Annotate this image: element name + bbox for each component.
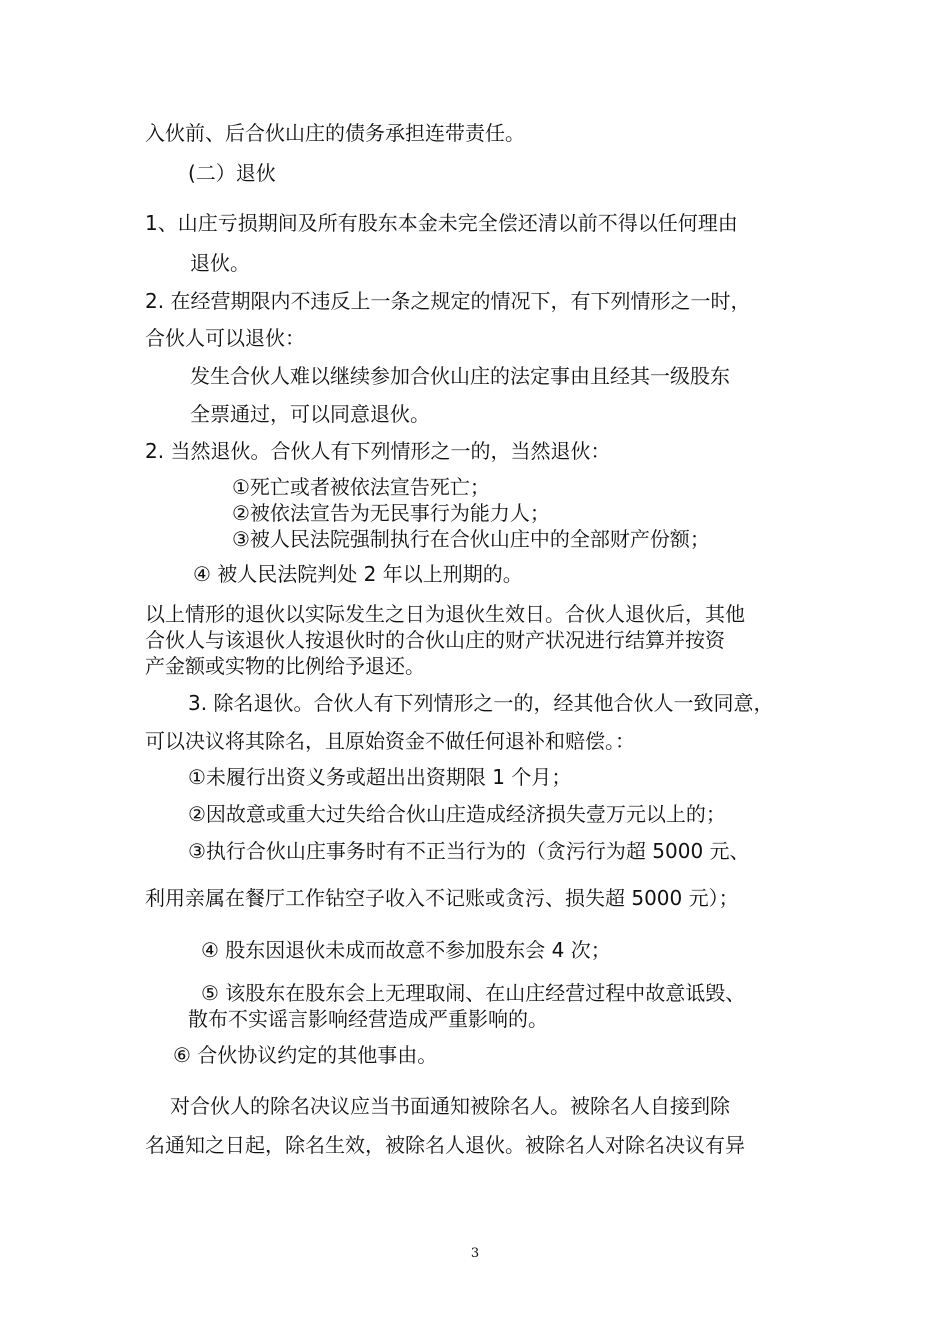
text-line: 散布不实谣言影响经营造成严重影响的。 [188, 1007, 548, 1031]
text-line: 合伙人可以退伙： [145, 326, 305, 350]
list-item: ④ 被人民法院判处 2 年以上刑期的。 [193, 562, 523, 586]
list-item: ①未履行出资义务或超出出资期限 1 个月； [188, 765, 572, 789]
list-item: ④ 股东因退伙未成而故意不参加股东会 4 次； [201, 938, 611, 962]
text-line: 可以决议将其除名，且原始资金不做任何退补和赔偿。： [145, 729, 635, 753]
text-line: 退伙。 [190, 251, 250, 275]
list-item: ③执行合伙山庄事务时有不正当行为的（贪污行为超 5000 元、 [188, 839, 750, 863]
text-line: 1、山庄亏损期间及所有股东本金未完全偿还清以前不得以任何理由 [145, 211, 738, 235]
list-item: ②因故意或重大过失给合伙山庄造成经济损失壹万元以上的； [188, 802, 726, 826]
text-line: 2. 当然退伙。合伙人有下列情形之一的，当然退伙： [145, 439, 611, 463]
text-line: 入伙前、后合伙山庄的债务承担连带责任。 [145, 121, 525, 145]
text-line: 产金额或实物的比例给予退还。 [145, 654, 425, 678]
text-line: 合伙人与该退伙人按退伙时的合伙山庄的财产状况进行结算并按资 [145, 628, 725, 652]
page-number: 3 [470, 1246, 480, 1261]
list-item: ①死亡或者被依法宣告死亡； [232, 475, 490, 499]
section-heading: (二）退伙 [188, 161, 276, 185]
text-line: 2. 在经营期限内不违反上一条之规定的情况下，有下列情形之一时， [145, 289, 751, 313]
text-line: 以上情形的退伙以实际发生之日为退伙生效日。合伙人退伙后，其他 [145, 602, 745, 626]
text-line: 利用亲属在餐厅工作钻空子收入不记账或贪污、损失超 5000 元）； [145, 886, 739, 910]
list-item: ②被依法宣告为无民事行为能力人； [232, 501, 550, 525]
text-line: 发生合伙人难以继续参加合伙山庄的法定事由且经其一级股东 [190, 364, 730, 388]
list-item: ⑥ 合伙协议约定的其他事由。 [173, 1043, 438, 1067]
text-line: 全票通过，可以同意退伙。 [190, 402, 430, 426]
text-line: 3. 除名退伙。合伙人有下列情形之一的，经其他合伙人一致同意， [188, 691, 774, 715]
list-item: ⑤ 该股东在股东会上无理取闹、在山庄经营过程中故意诋毁、 [201, 981, 746, 1005]
list-item: ③被人民法院强制执行在合伙山庄中的全部财产份额； [232, 527, 710, 551]
text-line: 对合伙人的除名决议应当书面通知被除名人。被除名人自接到除 [170, 1094, 730, 1118]
text-line: 名通知之日起，除名生效，被除名人退伙。被除名人对除名决议有异 [145, 1133, 745, 1157]
